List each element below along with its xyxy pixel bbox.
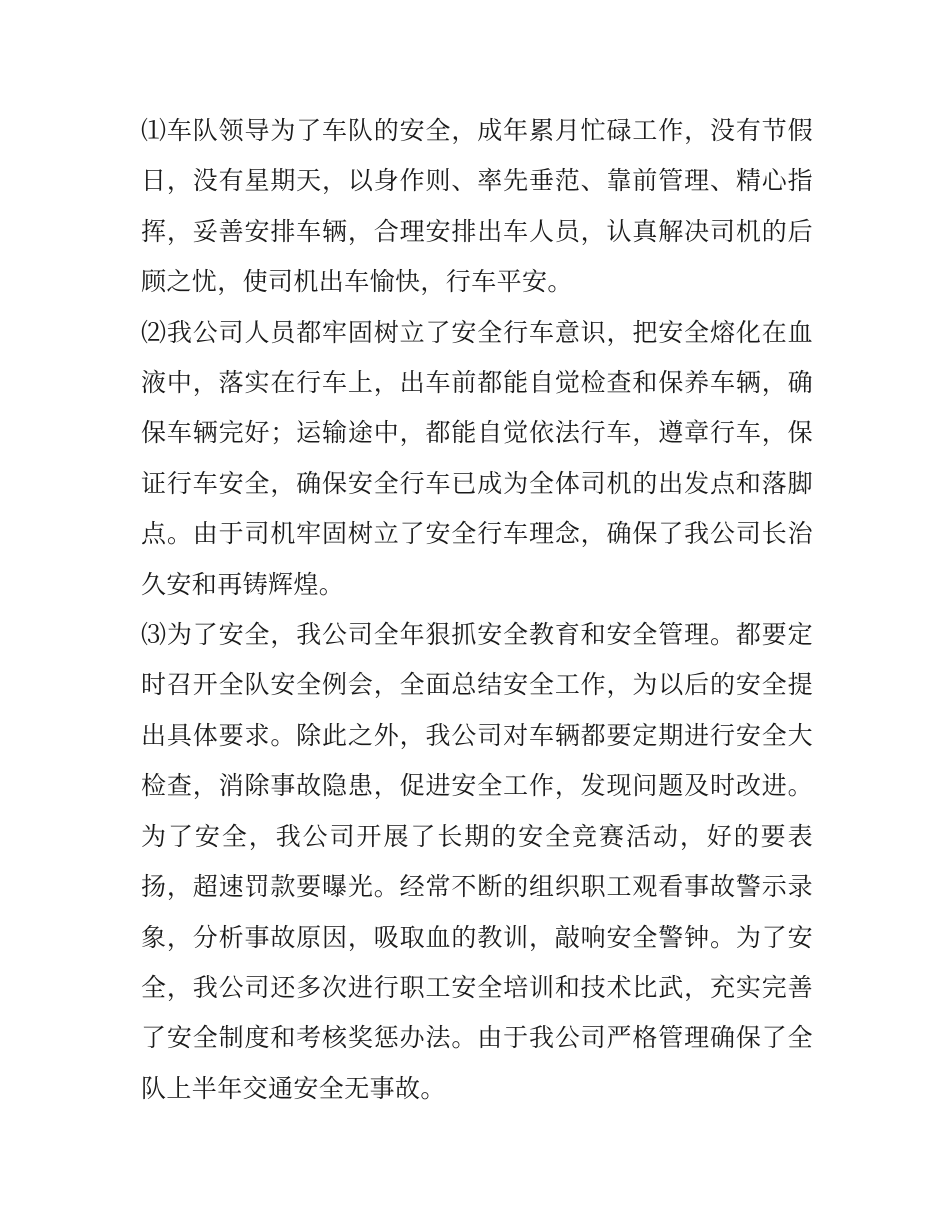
- document-body: [141, 106, 813, 1114]
- paragraph-2-marker: ⑵: [141, 317, 167, 347]
- paragraph-2: [141, 308, 813, 610]
- paragraph-1-text: 车队领导为了车队的安全，成年累月忙碌工作，没有节假日，没有星期天，以身作则、率先垂范、靠前管理、精心指挥，妥善安排车辆，合理安排出车人员，认真解决司机的后顾之忧，使司机出车愉快，行车平安。: [141, 116, 813, 297]
- paragraph-2-text: 我公司人员都牢固树立了安全行车意识，把安全熔化在血液中，落实在行车上，出车前都能自觉检查和保养车辆，确保车辆完好；运输途中，都能自觉依法行车，遵章行车，保证行车安全，确保安全行车已成为全体司机的出发点和落脚点。由于司机牢固树立了安全行车理念，确保了我公司长治久安和再铸辉煌。: [141, 317, 813, 599]
- paragraph-3: [141, 610, 813, 1114]
- paragraph-3-text: 为了安全，我公司全年狠抓安全教育和安全管理。都要定时召开全队安全例会，全面总结安全工作，为以后的安全提出具体要求。除此之外，我公司对车辆都要定期进行安全大检查，消除事故隐患，促进安全工作，发现问题及时改进。为了安全，我公司开展了长期的安全竞赛活动，好的要表扬，超速罚款要曝光。经常不断的组织职工观看事故警示录象，分析事故原因，吸取血的教训，敲响安全警钟。为了安全，我公司还多次进行职工安全培训和技术比武，充实完善了安全制度和考核奖惩办法。由于我公司严格管理确保了全队上半年交通安全无事故。: [141, 620, 813, 1103]
- paragraph-1: [141, 106, 813, 308]
- paragraph-1-marker: ⑴: [141, 116, 167, 145]
- paragraph-3-marker: ⑶: [141, 620, 167, 650]
